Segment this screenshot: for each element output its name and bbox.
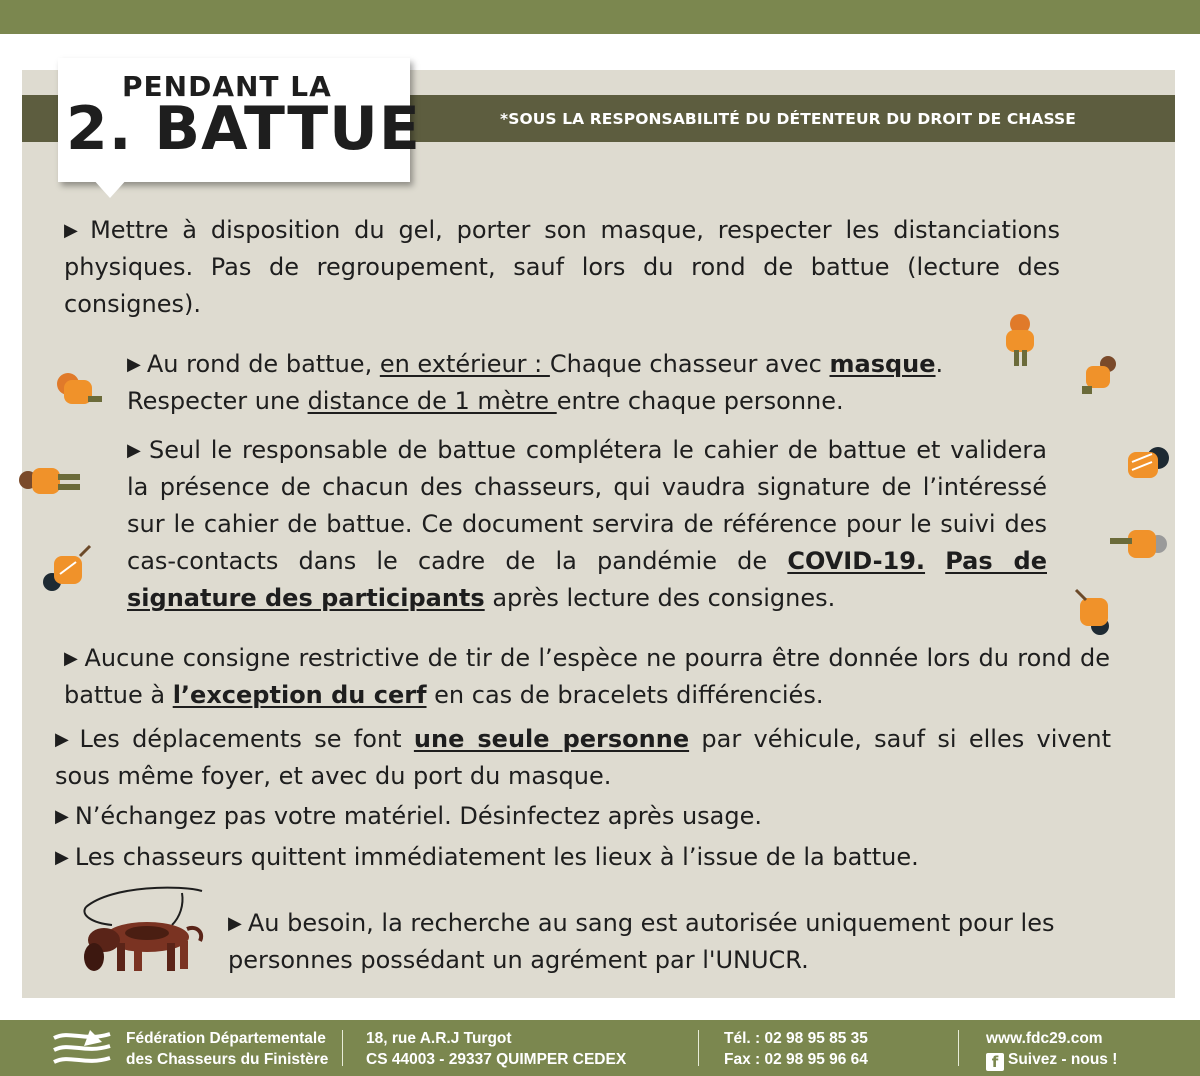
- footer-social-link[interactable]: f Suivez - nous !: [986, 1049, 1117, 1071]
- tracking-dog-icon: [72, 885, 212, 980]
- footer-divider: [958, 1030, 959, 1066]
- top-band: [0, 0, 1200, 34]
- responsibility-note: *SOUS LA RESPONSABILITÉ DU DÉTENTEUR DU DROIT DE CHASSE: [500, 110, 1076, 128]
- footer-address: [366, 1028, 626, 1070]
- triangle-right-icon: ▶: [127, 440, 144, 461]
- hunter-figure-icon: [16, 458, 84, 502]
- paragraph-rond-de-battue: ▶ Au rond de battue, en extérieur : Chaque chasseur avec masque. Respecter une distance de 1 mètre entre chaque personne.: [127, 350, 944, 415]
- footer-web: [986, 1028, 1117, 1071]
- triangle-right-icon: ▶: [228, 913, 242, 934]
- paragraph-cahier-de-battue: ▶ Seul le responsable de battue complétera le cahier de battue et validera la présence de chacun des chasseurs, qui vaudra signature de l’intéressé sur le cahier de battue. Ce document servira de référence pour le suivi des cas-contacts dans le cadre de la pandémie de COVID-19. Pas de signature des participants après lecture des consignes.: [127, 436, 1048, 612]
- fdc-logo-icon: [50, 1028, 114, 1068]
- hunter-figure-icon: [1078, 352, 1126, 398]
- footer-phone: [724, 1028, 868, 1070]
- triangle-right-icon: ▶: [55, 729, 74, 750]
- triangle-right-icon: ▶: [127, 354, 141, 375]
- footer-address-line-2: CS 44003 - 29337 QUIMPER CEDEX: [366, 1051, 627, 1068]
- footer-divider: [342, 1030, 343, 1066]
- hunter-figure-icon: [996, 310, 1044, 370]
- triangle-right-icon: ▶: [55, 806, 69, 827]
- facebook-icon: f: [986, 1053, 1004, 1071]
- footer-org-line-1: Fédération Départementale: [126, 1030, 326, 1047]
- footer: [0, 1020, 1200, 1076]
- title-card-tail: [92, 178, 128, 198]
- triangle-right-icon: ▶: [64, 648, 79, 669]
- hunter-figure-icon: [52, 368, 106, 416]
- hunter-figure-icon: [1070, 586, 1116, 636]
- footer-org: [126, 1028, 328, 1070]
- triangle-right-icon: ▶: [55, 847, 69, 868]
- title-line-1: PENDANT LA: [122, 70, 332, 103]
- paragraph-recherche-au-sang: ▶ Au besoin, la recherche au sang est autorisée uniquement pour les personnes possédant un agrément par l'UNUCR.: [228, 909, 1055, 974]
- paragraph-gel-masque: ▶ Mettre à disposition du gel, porter son masque, respecter les distanciations physiques. Pas de regroupement, sauf lors du rond de battue (lecture des consignes).: [64, 216, 1061, 318]
- footer-website-link[interactable]: www.fdc29.com: [986, 1030, 1103, 1047]
- paragraph-materiel: ▶ N’échangez pas votre matériel. Désinfectez après usage.: [55, 802, 763, 830]
- paragraph-consigne-tir: ▶ Aucune consigne restrictive de tir de l’espèce ne pourra être donnée lors du rond de battue à l’exception du cerf en cas de bracelets différenciés.: [64, 644, 1110, 709]
- footer-tel: Tél. : 02 98 95 85 35: [724, 1030, 868, 1047]
- footer-divider: [698, 1030, 699, 1066]
- footer-fax: Fax : 02 98 95 96 64: [724, 1051, 868, 1068]
- paragraph-deplacements: ▶ Les déplacements se font une seule personne par véhicule, sauf si elles vivent sous même foyer, et avec du port du masque.: [55, 725, 1111, 790]
- hunter-figure-icon: [1108, 520, 1170, 570]
- footer-address-line-1: 18, rue A.R.J Turgot: [366, 1030, 512, 1047]
- title-line-2: 2. BATTUE: [66, 94, 421, 164]
- hunter-figure-icon: [40, 544, 96, 596]
- triangle-right-icon: ▶: [64, 220, 85, 241]
- paragraph-quitter-lieux: ▶ Les chasseurs quittent immédiatement les lieux à l’issue de la battue.: [55, 843, 919, 871]
- footer-org-line-2: des Chasseurs du Finistère: [126, 1051, 329, 1068]
- hunter-figure-icon: [1118, 440, 1172, 486]
